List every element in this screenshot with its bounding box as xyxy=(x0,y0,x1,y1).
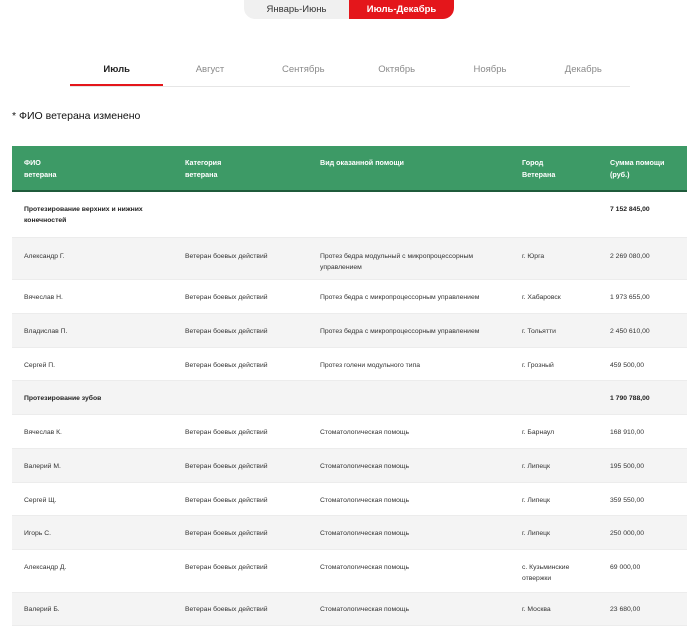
table-group-row xyxy=(12,381,687,415)
cell-veteran-name: Александр Д. xyxy=(24,564,67,571)
cell-veteran-name: Протезирование зубов xyxy=(24,395,102,402)
cell-veteran-name: Владислав П. xyxy=(24,328,68,335)
cell-veteran-name: Протезирование верхних и нижних конечностей xyxy=(24,206,143,224)
table-row xyxy=(12,516,687,550)
cell-veteran-name: Александр Г. xyxy=(24,253,65,260)
cell-veteran-category xyxy=(173,381,308,414)
cell-assistance-amount: 7 152 845,00 xyxy=(610,206,650,213)
cell-assistance-amount: 195 500,00 xyxy=(610,463,645,470)
table-row xyxy=(12,415,687,449)
cell-assistance-amount: 168 910,00 xyxy=(610,429,645,436)
table-header xyxy=(12,146,687,192)
header-veteran-category: Категория ветерана xyxy=(185,158,222,179)
cell-veteran-city: г. Тольятти xyxy=(522,328,556,335)
cell-veteran-category: Ветеран боевых действий xyxy=(185,530,268,537)
header-assistance-amount: Сумма помощи (руб.) xyxy=(610,158,665,179)
cell-veteran-category: Ветеран боевых действий xyxy=(185,294,268,301)
tab-september[interactable]: Сентябрь xyxy=(282,64,325,75)
cell-veteran-city xyxy=(510,192,598,237)
table-row xyxy=(12,348,687,381)
cell-veteran-city: г. Грозный xyxy=(522,362,554,369)
cell-assistance-amount: 359 550,00 xyxy=(610,497,645,504)
tab-november[interactable]: Ноябрь xyxy=(473,64,507,75)
cell-veteran-city: г. Липецк xyxy=(522,497,551,504)
month-tabs xyxy=(70,54,630,87)
table-row xyxy=(12,483,687,516)
tab-august[interactable]: Август xyxy=(195,64,225,75)
cell-veteran-name: Сергей Щ. xyxy=(24,497,57,504)
cell-veteran-name: Сергей П. xyxy=(24,362,56,369)
cell-veteran-category: Ветеран боевых действий xyxy=(185,253,268,260)
tab-december[interactable]: Декабрь xyxy=(564,64,602,75)
cell-assistance-amount: 1 973 655,00 xyxy=(610,294,650,301)
header-veteran-name: ФИО ветерана xyxy=(24,158,57,179)
assistance-table xyxy=(12,146,687,626)
cell-veteran-name: Валерий М. xyxy=(24,463,61,470)
table-row xyxy=(12,449,687,483)
cell-veteran-city: г. Хабаровск xyxy=(522,294,561,301)
cell-assistance-amount: 459 500,00 xyxy=(610,362,645,369)
cell-assistance-type xyxy=(308,381,510,414)
cell-assistance-type: Стоматологическая помощь xyxy=(320,429,410,436)
cell-veteran-category: Ветеран боевых действий xyxy=(185,463,268,470)
cell-assistance-type: Стоматологическая помощь xyxy=(320,497,410,504)
period-button-jul-dec[interactable]: Июль-Декабрь xyxy=(349,0,454,19)
table-body xyxy=(12,192,687,626)
cell-assistance-type: Протез бедра с микропроцессорным управлением xyxy=(320,328,480,335)
cell-veteran-category: Ветеран боевых действий xyxy=(185,328,268,335)
cell-veteran-category: Ветеран боевых действий xyxy=(185,606,268,613)
cell-assistance-type: Протез бедра с микропроцессорным управлением xyxy=(320,294,480,301)
header-assistance-type: Вид оказанной помощи xyxy=(320,158,404,167)
cell-veteran-category: Ветеран боевых действий xyxy=(185,564,268,571)
cell-assistance-amount: 23 680,00 xyxy=(610,606,641,613)
cell-assistance-amount: 250 000,00 xyxy=(610,530,645,537)
period-toggle xyxy=(244,0,454,19)
cell-veteran-name: Игорь С. xyxy=(24,530,52,537)
cell-veteran-category: Ветеран боевых действий xyxy=(185,429,268,436)
cell-veteran-city xyxy=(510,381,598,414)
cell-veteran-city: г. Липецк xyxy=(522,530,551,537)
header-veteran-city: Город Ветерана xyxy=(522,158,556,179)
cell-veteran-city: г. Липецк xyxy=(522,463,551,470)
table-row xyxy=(12,238,687,280)
table-group-row xyxy=(12,192,687,238)
cell-veteran-city: г. Барнаул xyxy=(522,429,555,436)
cell-assistance-type: Стоматологическая помощь xyxy=(320,564,410,571)
cell-assistance-type xyxy=(308,192,510,237)
cell-assistance-type: Протез голени модульного типа xyxy=(320,362,421,369)
cell-assistance-type: Стоматологическая помощь xyxy=(320,606,410,613)
cell-assistance-amount: 69 000,00 xyxy=(610,564,641,571)
cell-assistance-amount: 1 790 788,00 xyxy=(610,395,650,402)
cell-assistance-amount: 2 450 610,00 xyxy=(610,328,650,335)
cell-assistance-type: Протез бедра модульный с микропроцессорным управлением xyxy=(320,253,474,271)
cell-assistance-type: Стоматологическая помощь xyxy=(320,463,410,470)
name-changed-note: * ФИО ветерана изменено xyxy=(12,110,141,122)
cell-veteran-city: г. Москва xyxy=(522,606,551,613)
table-row xyxy=(12,593,687,626)
table-row xyxy=(12,550,687,593)
cell-assistance-type: Стоматологическая помощь xyxy=(320,530,410,537)
tab-october[interactable]: Октябрь xyxy=(378,64,416,75)
cell-veteran-name: Вячеслав Н. xyxy=(24,294,63,301)
cell-veteran-name: Вячеслав К. xyxy=(24,429,62,436)
tab-july[interactable]: Июль xyxy=(70,54,163,86)
period-button-jan-jun[interactable]: Январь-Июнь xyxy=(244,0,349,19)
cell-veteran-city: с. Кузьминские отвержки xyxy=(522,564,570,582)
table-row xyxy=(12,314,687,348)
cell-veteran-category: Ветеран боевых действий xyxy=(185,362,268,369)
cell-assistance-amount: 2 269 080,00 xyxy=(610,253,650,260)
cell-veteran-category xyxy=(173,192,308,237)
cell-veteran-category: Ветеран боевых действий xyxy=(185,497,268,504)
cell-veteran-name: Валерий Б. xyxy=(24,606,60,613)
table-row xyxy=(12,280,687,314)
cell-veteran-city: г. Юрга xyxy=(522,253,545,260)
